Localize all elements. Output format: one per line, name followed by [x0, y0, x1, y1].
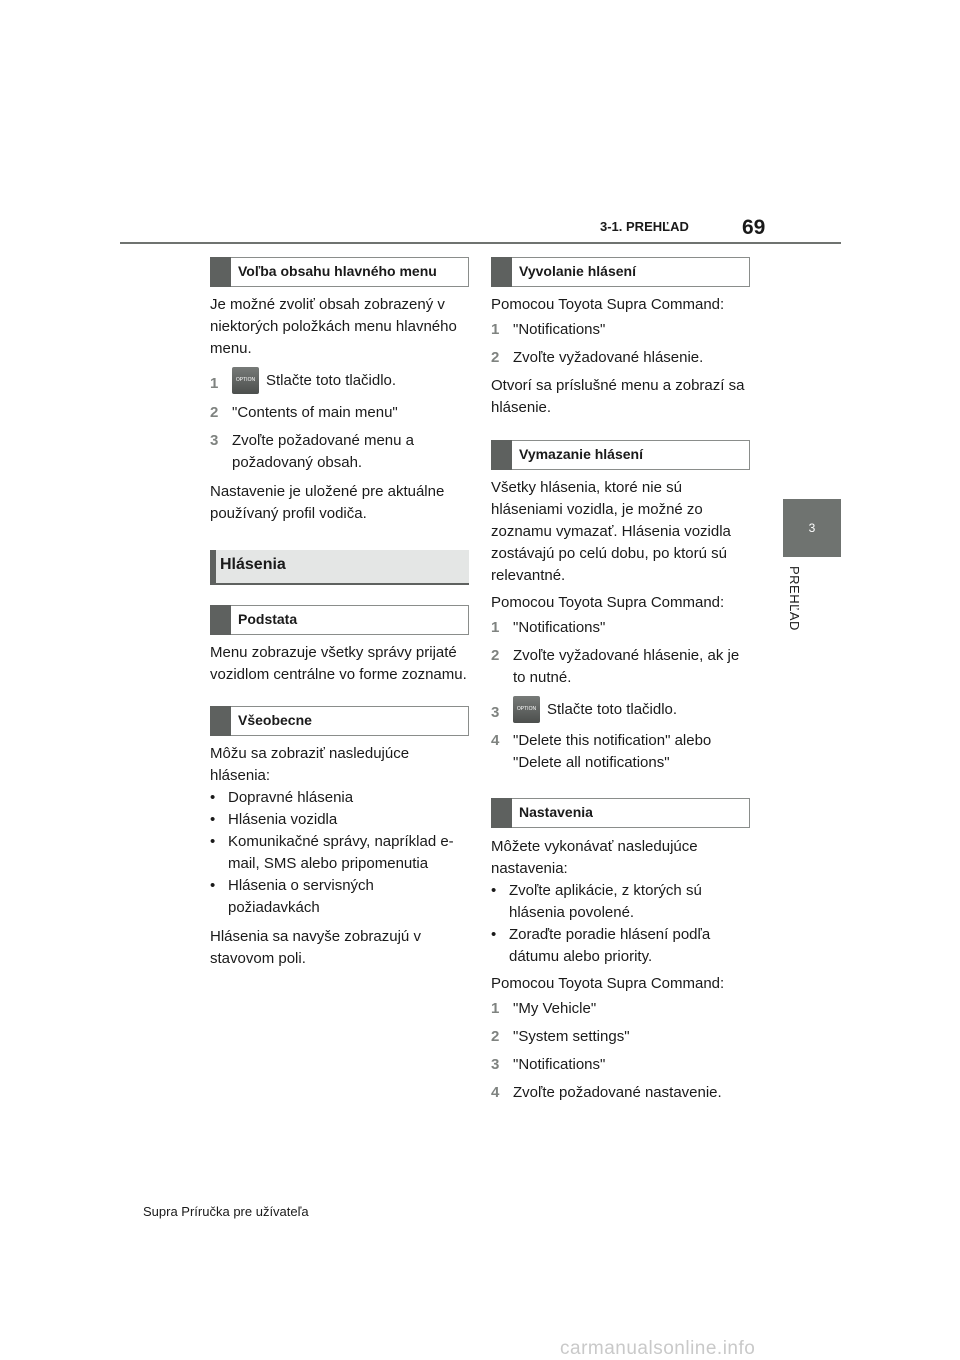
- left-column: [210, 257, 469, 970]
- main-menu-step-3: 3 Zvoľte požadované menu a požadovaný obsah.: [210, 432, 414, 471]
- settings-step-2: 2 "System settings": [491, 1028, 630, 1045]
- main-menu-note: Nastavenie je uložené pre aktuálne používaný profil vodiča.: [210, 483, 445, 522]
- heading-principle: Podstata: [210, 605, 469, 635]
- call-up-step-2: 2 Zvoľte vyžadované hlásenie.: [491, 349, 704, 366]
- section-label: 3-1. PREHĽAD: [600, 219, 689, 234]
- delete-step-4: 4 "Delete this notification" alebo "Delete all notifications": [491, 732, 712, 771]
- settings-step-3: 3 "Notifications": [491, 1056, 606, 1073]
- chapter-tab[interactable]: 3: [783, 499, 841, 557]
- option-button-icon[interactable]: OPTION: [232, 367, 259, 394]
- general-bullet: • Dopravné hlásenia: [210, 789, 354, 806]
- call-up-intro: Pomocou Toyota Supra Command:: [491, 296, 725, 313]
- principle-text: Menu zobrazuje všetky správy prijaté vozidlom centrálne vo forme zoznamu.: [210, 644, 467, 683]
- delete-step-3: 3 OPTION Stlačte toto tlačidlo.: [491, 696, 750, 724]
- heading-settings: Nastavenia: [491, 798, 750, 828]
- general-intro: Môžu sa zobraziť nasledujúce hlásenia:: [210, 745, 410, 784]
- page-number: 69: [742, 216, 766, 239]
- settings-bullet: • Zoraďte poradie hlásení podľa dátumu alebo priority.: [491, 926, 711, 965]
- delete-intro: Všetky hlásenia, ktoré nie sú hláseniami vozidla, je možné zo zoznamu vymazať. Hlásenia vozidla zostávajú po celú dobu, po ktorú sú relevantné.: [491, 479, 731, 584]
- heading-general: Všeobecne: [210, 706, 469, 736]
- main-menu-step-2: 2 "Contents of main menu": [210, 404, 398, 421]
- settings-intro: Môžete vykonávať nasledujúce nastavenia:: [491, 838, 698, 877]
- right-column: [491, 257, 750, 1104]
- settings-intro-2: Pomocou Toyota Supra Command:: [491, 975, 725, 992]
- heading-call-up: Vyvolanie hlásení: [491, 257, 750, 287]
- settings-bullet: • Zvoľte aplikácie, z ktorých sú hlásenia povolené.: [491, 882, 702, 921]
- footer-text: Supra Príručka pre užívateľa: [143, 1204, 309, 1219]
- general-bullet: • Hlásenia vozidla: [210, 811, 338, 828]
- settings-step-1: 1 "My Vehicle": [491, 1000, 597, 1017]
- option-button-icon[interactable]: OPTION: [513, 696, 540, 723]
- settings-step-4: 4 Zvoľte požadované nastavenie.: [491, 1084, 722, 1101]
- main-menu-intro: Je možné zvoliť obsah zobrazený v niektorých položkách menu hlavného menu.: [210, 296, 457, 357]
- general-note: Hlásenia sa navyše zobrazujú v stavovom poli.: [210, 928, 421, 967]
- main-menu-step-1: 1 OPTION Stlačte toto tlačidlo.: [210, 367, 469, 395]
- chapter-label: PREHĽAD: [787, 566, 802, 631]
- call-up-step-1: 1 "Notifications": [491, 321, 606, 338]
- delete-step-2: 2 Zvoľte vyžadované hlásenie, ak je to nutné.: [491, 647, 740, 686]
- general-bullet: • Hlásenia o servisných požiadavkách: [210, 877, 374, 916]
- heading-main-menu: Voľba obsahu hlavného menu: [210, 257, 469, 287]
- delete-intro-2: Pomocou Toyota Supra Command:: [491, 594, 725, 611]
- header-divider: [120, 242, 841, 244]
- general-bullet: • Komunikačné správy, napríklad e-mail, SMS alebo pripomenutia: [210, 833, 454, 872]
- heading-notifications: Hlásenia: [210, 550, 469, 585]
- call-up-note: Otvorí sa príslušné menu a zobrazí sa hlásenie.: [491, 377, 745, 416]
- delete-step-1: 1 "Notifications": [491, 619, 606, 636]
- heading-delete: Vymazanie hlásení: [491, 440, 750, 470]
- watermark: carmanualsonline.info: [560, 1338, 756, 1359]
